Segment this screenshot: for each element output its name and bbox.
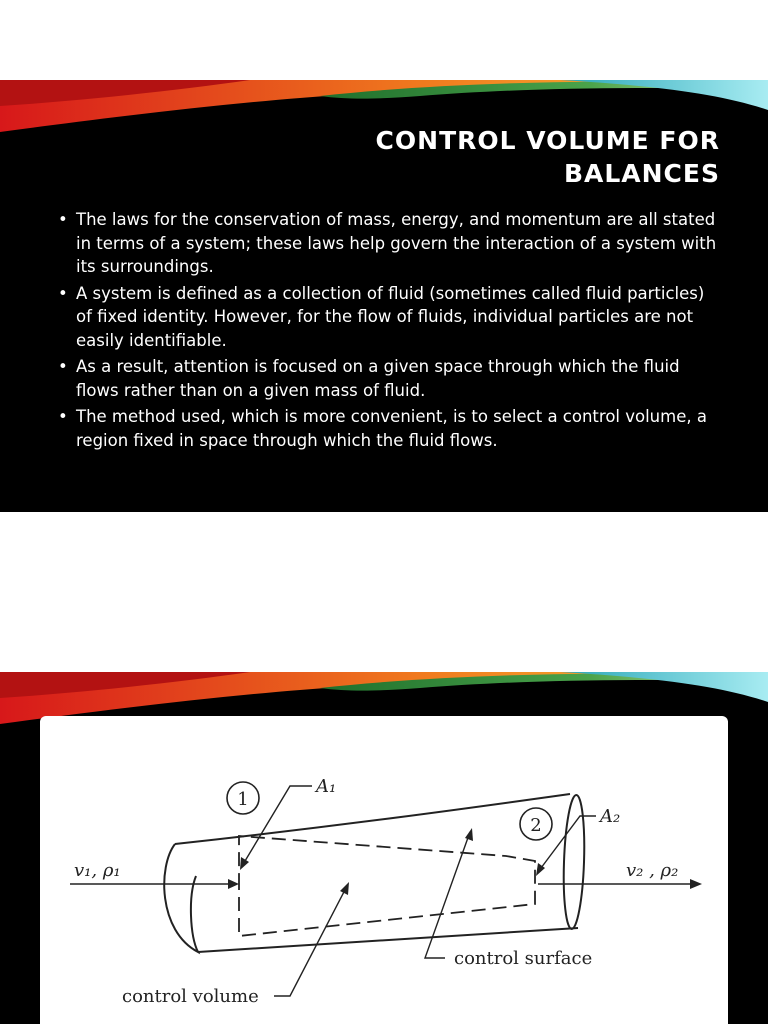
bullet-item: • The method used, which is more convenient, is to select a control volume, a region fixed in space through which the fluid flows. (58, 405, 718, 452)
slide-title-line-2: BALANCES (563, 159, 720, 188)
slide-2 (0, 672, 768, 1024)
control-volume-leader (274, 886, 347, 996)
pipe-inlet-end (164, 844, 198, 952)
pipe-outlet-end (562, 795, 587, 930)
slide-1 (0, 80, 768, 512)
bullet-item: • The laws for the conservation of mass, energy, and momentum are all stated in terms of a system; these laws help govern the interaction of a system with its surroundings. (58, 208, 718, 279)
slide-title (260, 124, 720, 190)
control-surface-arrowhead (465, 828, 473, 841)
control-surface-label: control surface (454, 948, 593, 969)
control-surface-boundary (239, 836, 535, 936)
control-volume-label: control volume (122, 986, 259, 1007)
inlet-velocity-density-label: v₁, ρ₁ (74, 860, 121, 881)
bullet-list (58, 208, 718, 455)
area-1-label: A₁ (316, 776, 337, 797)
figure-card (40, 716, 728, 1024)
outlet-velocity-density-label: v₂ , ρ₂ (626, 860, 679, 881)
bullet-item: • A system is defined as a collection of fluid (sometimes called fluid particles) of fixed identity. However, for the flow of fluids, individual particles are not easily identifiable. (58, 282, 718, 353)
control-volume-arrowhead (340, 882, 349, 895)
area-1-arrowhead (240, 857, 249, 870)
control-volume-diagram (40, 716, 728, 1024)
area-2-label: A₂ (600, 806, 621, 827)
outlet-arrowhead (690, 879, 702, 889)
section-2-number: 2 (530, 815, 542, 836)
slide-title-line-1: CONTROL VOLUME FOR (375, 126, 720, 155)
bullet-item: • As a result, attention is focused on a given space through which the fluid flows rather than on a given mass of fluid. (58, 355, 718, 402)
inlet-arrowhead (228, 879, 239, 889)
section-1-number: 1 (237, 789, 249, 810)
